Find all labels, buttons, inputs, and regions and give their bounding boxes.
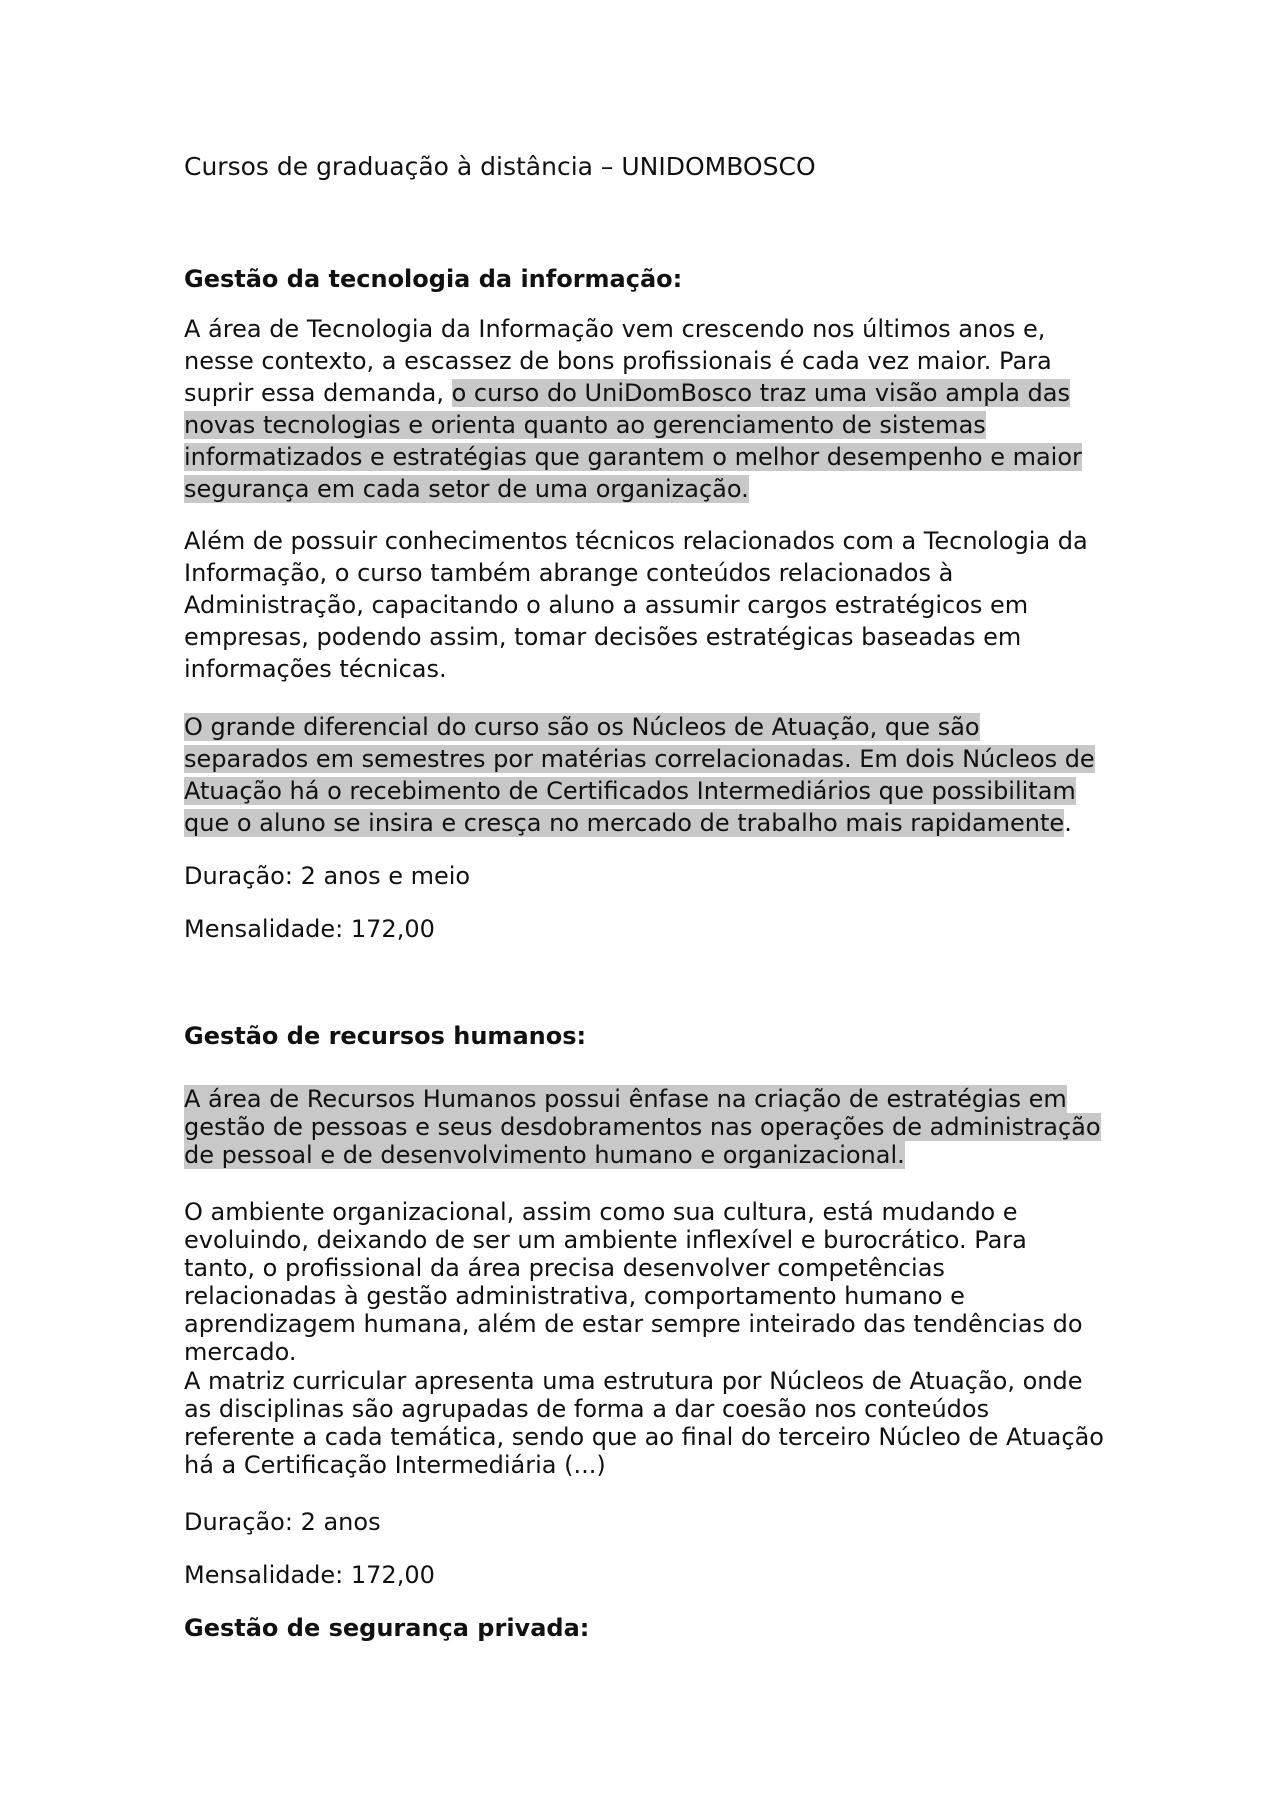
course-heading-it-management: Gestão da tecnologia da informação: [184, 265, 683, 293]
highlighted-text: O grande diferencial do curso são os Núcleos de Atuação, que são separados em semestres por matérias correlacionadas. Em dois Núcleos de Atuação há o recebimento de Certificados Intermediários que possibilitam que o aluno se insira e cresça no mercado de trabalho mais rapidamente [184, 713, 1095, 837]
course-hr-paragraph-1 [184, 1085, 1104, 1169]
paragraph-text: A área de Tecnologia da Informação vem crescendo nos últimos anos e, nesse contexto, a escassez de bons profissionais é cada vez maior. Para suprir essa demanda, [184, 315, 1052, 407]
document-title: Cursos de graduação à distância – UNIDOMBOSCO [184, 152, 816, 181]
course-heading-private-security: Gestão de segurança privada: [184, 1614, 590, 1642]
highlighted-text: A área de Recursos Humanos possui ênfase na criação de estratégias em gestão de pessoas e seus desdobramentos nas operações de administração de pessoal e de desenvolvimento humano e organizacional. [184, 1085, 1101, 1169]
course-it-duration: Duração: 2 anos e meio [184, 862, 471, 890]
course-hr-fee: Mensalidade: 172,00 [184, 1561, 435, 1589]
course-it-paragraph-3 [184, 711, 1104, 839]
course-hr-paragraph-2: O ambiente organizacional, assim como sua cultura, está mudando e evoluindo, deixando de ser um ambiente inflexível e burocrático. Para tanto, o profissional da área precisa desenvolver competências relacionadas à gestão administrativa, comportamento humano e aprendizagem humana, além de estar sempre inteirado das tendências do mercado. [184, 1198, 1083, 1366]
highlighted-text: o curso do UniDomBosco traz uma visão ampla das novas tecnologias e orienta quanto ao gerenciamento de sistemas informatizados e estratégias que garantem o melhor desempenho e maior segurança em cada setor de uma organização. [184, 379, 1082, 503]
course-it-paragraph-1 [184, 313, 1104, 505]
course-hr-duration: Duração: 2 anos [184, 1508, 381, 1536]
course-it-fee: Mensalidade: 172,00 [184, 915, 435, 943]
course-heading-hr-management: Gestão de recursos humanos: [184, 1022, 587, 1050]
paragraph-text: . [1064, 809, 1072, 837]
course-hr-paragraph-3: A matriz curricular apresenta uma estrutura por Núcleos de Atuação, onde as disciplinas são agrupadas de forma a dar coesão nos conteúdos referente a cada temática, sendo que ao final do terceiro Núcleo de Atuação há a Certificação Intermediária (...) [184, 1367, 1104, 1479]
course-it-paragraph-2: Além de possuir conhecimentos técnicos relacionados com a Tecnologia da Informação, o curso também abrange conteúdos relacionados à Administração, capacitando o aluno a assumir cargos estratégicos em empresas, podendo assim, tomar decisões estratégicas baseadas em informações técnicas. [184, 527, 1088, 683]
